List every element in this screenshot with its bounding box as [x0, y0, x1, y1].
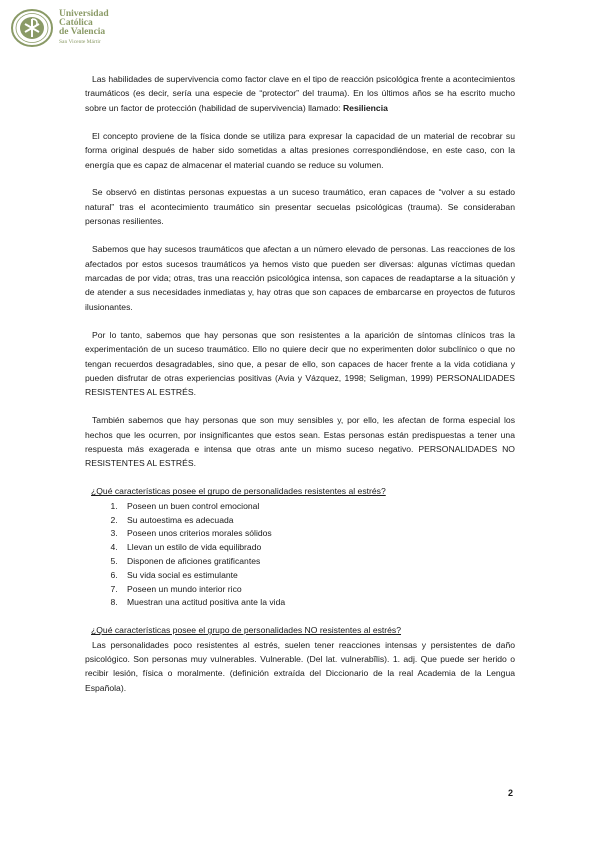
list-item: 8. Muestran una actitud positiva ante la vida: [120, 596, 515, 610]
logo-line-1: Universidad: [59, 8, 109, 19]
list-item: 1. Poseen un buen control emocional: [120, 500, 515, 514]
paragraph-text: Las habilidades de supervivencia como factor clave en el tipo de reacción psicológica frente a acontecimientos traumáticos (es decir, sería una especie de “protector” del trauma). En los últimos años se ha escrito mucho sobre un factor de protección (habilidad de supervivencia) llamado:: [85, 74, 515, 113]
page-number: 2: [508, 788, 514, 798]
logo-text: [59, 10, 109, 47]
list-item: 6. Su vida social es estimulante: [120, 569, 515, 583]
paragraph-resilience-intro: [85, 72, 515, 115]
paragraph-physics-concept: El concepto proviene de la física donde se utiliza para expresar la capacidad de un material de recobrar su forma original después de haber sido sometidas a altas presiones correspondiéndose, en este caso, con la energía que es capaz de almacenar el material cuando se reduce su volumen.: [85, 130, 515, 170]
list-item: 5. Disponen de aficiones gratificantes: [120, 555, 515, 569]
university-logo: [10, 8, 109, 48]
paragraph-non-resistant-personalities: También sabemos que hay personas que son muy sensibles y, por ello, les afectan de forma especial los hechos que les ocurren, por insignificantes que estos sean. Estas personas están predispuestas a tener una respuesta más exagerada e intensa que otras ante un mismo suceso negativo. PERSONALIDADES NO RESISTENTES AL ESTRÉS.: [85, 415, 515, 469]
logo-line-4: San Vicente Mártir: [59, 38, 101, 45]
paragraph-resistant-personalities: Por lo tanto, sabemos que hay personas que son resistentes a la aparición de síntomas clínicos tras la experimentación de un suceso traumático. Ello no quiere decir que no experimenten dolor subclínico o que no tengan recuerdos desagradables, sino que, a pesar de ello, son capaces de hacer frente a la vida cotidiana y pueden disfrutar de otras experiencias positivas (Avia y Vázquez, 1998; Seligman, 1999) PERSONALIDADES RESISTENTES AL ESTRÉS.: [85, 329, 515, 398]
list-item: 7. Poseen un mundo interior rico: [120, 583, 515, 597]
logo-line-3: de Valencia: [59, 26, 106, 37]
list-item: 2. Su autoestima es adecuada: [120, 514, 515, 528]
university-seal-icon: [10, 8, 54, 48]
question-resistant: ¿Qué características posee el grupo de personalidades resistentes al estrés?: [91, 486, 386, 497]
paragraph-vulnerable: Las personalidades poco resistentes al estrés, suelen tener reacciones intensas y persistentes de daño psicológico. Son personas muy vulnerables. Vulnerable. (Del lat. vulnerabĭlis). 1. adj. Que puede ser herido o recibir lesión, física o moralmente. (definición extraída del Diccionario de la real Academia de la Lengua Española).: [85, 639, 515, 693]
paragraph-traumatic-events: Sabemos que hay sucesos traumáticos que afectan a un número elevado de personas. Las reacciones de los afectados por estos sucesos traumáticos ya hemos visto que pueden ser diversas: algunas víctimas quedan marcadas de por vida; otras, tras una reacción psicológica intensa, son capaces de readaptarse a la situación y de atender a sus necesidades inmediatas y, hay otras que son capaces de embarcarse en proyectos de futuros ilusionantes.: [85, 244, 515, 312]
characteristics-list: [85, 500, 515, 610]
list-item: 3. Poseen unos criterios morales sólidos: [120, 527, 515, 541]
document-body: [85, 72, 515, 695]
resiliencia-term: Resiliencia: [342, 102, 388, 113]
logo-line-2: Católica: [59, 17, 93, 28]
paragraph-observation: Se observó en distintas personas expuestas a un suceso traumático, eran capaces de “volver a su estado natural” tras el acontecimiento traumático sin presentar secuelas psicológicas (trauma). Se consideraban personas resilientes.: [85, 187, 515, 227]
question-non-resistant: ¿Qué características posee el grupo de personalidades NO resistentes al estrés?: [91, 625, 402, 636]
list-item: 4. Llevan un estilo de vida equilibrado: [120, 541, 515, 555]
